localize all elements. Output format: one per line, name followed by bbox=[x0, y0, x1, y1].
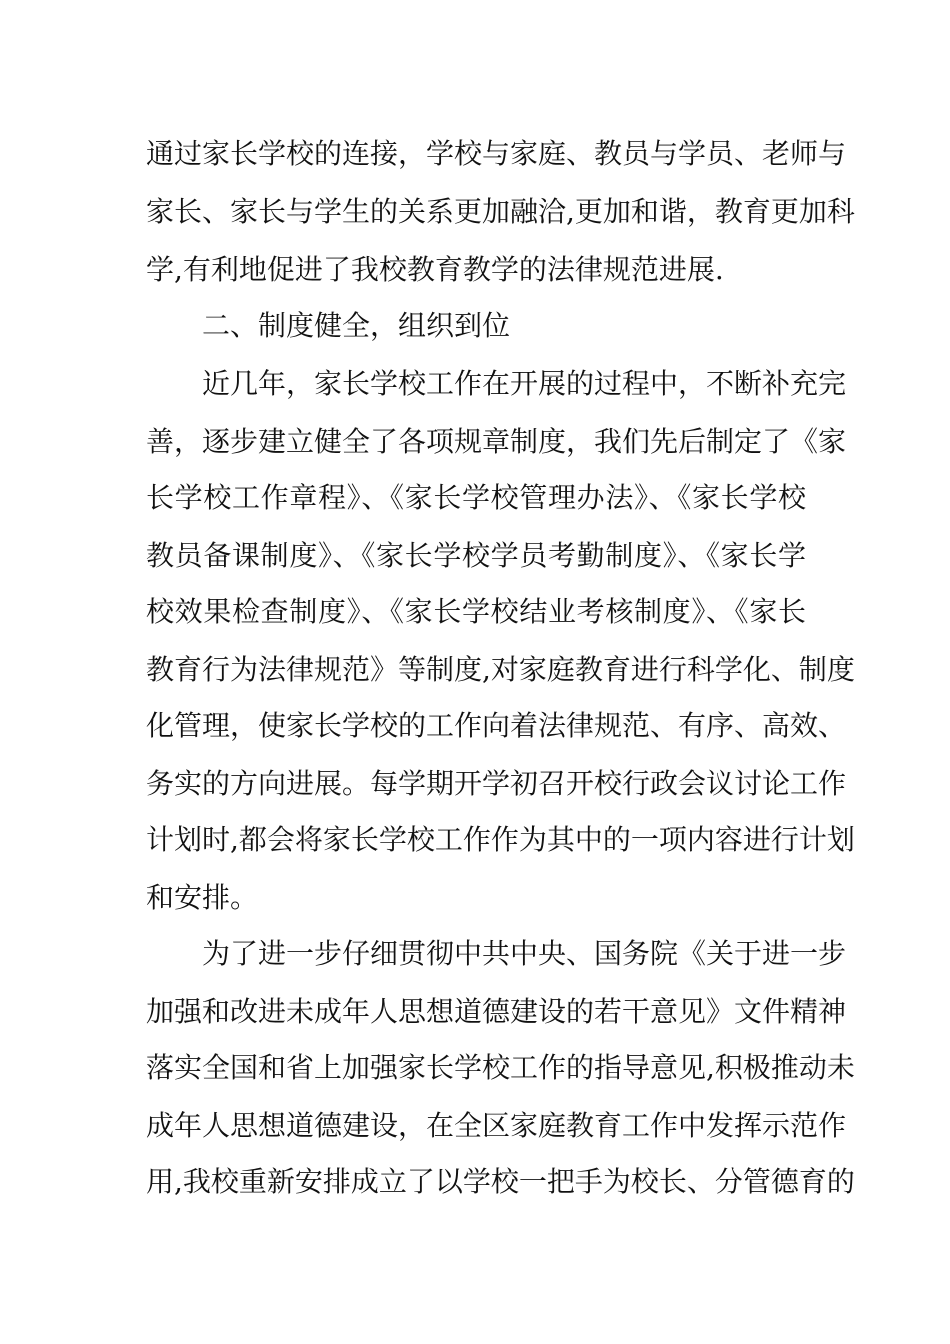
paragraph-line: 计划时,都会将家长学校工作作为其中的一项内容进行计划 bbox=[146, 823, 855, 856]
paragraph-line: 教员备课制度》、《家长学校学员考勤制度》、《家长学 bbox=[146, 539, 806, 572]
paragraph-line: 教育行为法律规范》等制度,对家庭教育进行科学化、制度 bbox=[146, 653, 855, 686]
paragraph-line: 为了进一步仔细贯彻中共中央、国务院《关于进一步 bbox=[202, 937, 847, 970]
paragraph-line: 化管理，使家长学校的工作向着法律规范、有序、高效、 bbox=[146, 709, 847, 742]
paragraph-line: 校效果检查制度》、《家长学校结业考核制度》、《家长 bbox=[146, 595, 806, 628]
paragraph-line: 务实的方向进展。每学期开学初召开校行政会议讨论工作 bbox=[146, 767, 847, 800]
paragraph-line: 学,有利地促进了我校教育教学的法律规范进展. bbox=[146, 253, 724, 286]
paragraph-line: 长学校工作章程》、《家长学校管理办法》、《家长学校 bbox=[146, 481, 806, 514]
paragraph-line: 加强和改进未成年人思想道德建设的若干意见》文件精神 bbox=[146, 995, 847, 1028]
paragraph-line: 家长、家长与学生的关系更加融洽,更加和谐，教育更加科 bbox=[146, 195, 855, 228]
paragraph-line: 通过家长学校的连接，学校与家庭、教员与学员、老师与 bbox=[146, 137, 847, 170]
paragraph-line: 善，逐步建立健全了各项规章制度，我们先后制定了《家 bbox=[146, 425, 847, 458]
paragraph-line: 和安排。 bbox=[146, 881, 259, 914]
paragraph-line: 落实全国和省上加强家长学校工作的指导意见,积极推动未 bbox=[146, 1051, 855, 1084]
paragraph-line: 成年人思想道德建设，在全区家庭教育工作中发挥示范作 bbox=[146, 1109, 847, 1142]
section-heading: 二、制度健全，组织到位 bbox=[202, 309, 511, 342]
paragraph-line: 用,我校重新安排成立了以学校一把手为校长、分管德育的 bbox=[146, 1165, 855, 1198]
paragraph-line: 近几年，家长学校工作在开展的过程中，不断补充完 bbox=[202, 367, 847, 400]
